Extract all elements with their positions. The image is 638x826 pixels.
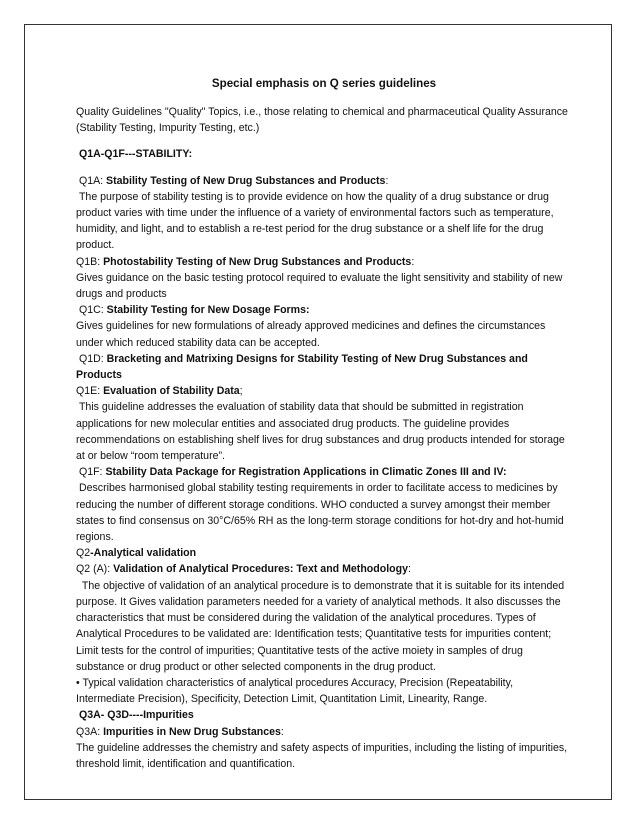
q1f-body: Describes harmonised global stability testing requirements in order to facilitate access to medicines by reducing the number of different storage conditions. WHO conducted a survey amongst their member states to find consensus on 30°C/65% RH as the long-term storage conditions for hot-dry and hot-humid regions. <box>76 482 564 544</box>
q3a-heading: Q3A: Impurities in New Drug Substances: <box>76 725 284 738</box>
impurities-heading: Q3A- Q3D----Impurities <box>78 709 194 722</box>
q1c-body: Gives guidelines for new formulations of already approved medicines and defines the circumstances under which reduced stability data can be accepted. <box>76 320 546 349</box>
q2a-body: The objective of validation of an analytical procedure is to demonstrate that it is suitable for its intended purpose. It Gives validation parameters needed for a variety of analytical methods. It also discusses the characteristics that must be considered during the validation of the analytical procedures. Types of Analytical Procedures to be validated are: Identification tests; Quantitative tests for impurities content; Limit tests for the control of impurities; Quantitative tests of the active moiety in samples of drug substance or drug product or other selected components in the drug product. <box>76 579 565 673</box>
q1c-heading: Q1C: Stability Testing for New Dosage Forms: <box>78 304 310 317</box>
q1b-body: Gives guidance on the basic testing protocol required to evaluate the light sensitivity and stability of new drugs and products <box>76 271 563 301</box>
q2a-heading: Q2 (A): Validation of Analytical Procedures: Text and Methodology: <box>76 563 411 576</box>
q1b-heading: Q1B: Photostability Testing of New Drug Substances and Products: <box>76 255 415 268</box>
stability-heading: Q1A-Q1F---STABILITY: <box>78 148 193 161</box>
q3a-body: The guideline addresses the chemistry and safety aspects of impurities, including the listing of impurities, threshold limit, identification and quantification. <box>76 741 568 770</box>
q1e-heading: Q1E: Evaluation of Stability Data; <box>76 385 243 398</box>
document-content <box>76 76 572 772</box>
q1a-heading: Q1A: Stability Testing of New Drug Substances and Products: <box>78 174 389 187</box>
q1f-heading: Q1F: Stability Data Package for Registration Applications in Climatic Zones III and IV: <box>78 466 507 479</box>
document-title: Special emphasis on Q series guidelines <box>211 77 437 90</box>
q1d-heading: Q1D: Bracketing and Matrixing Designs for Stability Testing of New Drug Substances and Products <box>76 352 528 382</box>
q2-heading: Q2-Analytical validation <box>76 547 197 560</box>
q2a-bullet: • Typical validation characteristics of analytical procedures Accuracy, Precision (Repeatability, Intermediate Precision), Specificity, Detection Limit, Quantitation Limit, Linearity, Range. <box>76 676 514 706</box>
intro-paragraph: Quality Guidelines "Quality" Topics, i.e., those relating to chemical and pharmaceutical Quality Assurance (Stability Testing, Impurity Testing, etc.) <box>76 106 568 135</box>
q1e-body: This guideline addresses the evaluation of stability data that should be submitted in registration applications for new molecular entities and associated drug products. The guideline provides recommendations on establishing shelf lives for drug substances and drug products intended for storage at or below “room temperature”. <box>76 401 565 463</box>
q1a-body: The purpose of stability testing is to provide evidence on how the quality of a drug substance or drug product varies with time under the influence of a variety of environmental factors such as temperature, humidity, and light, and to establish a re-test period for the drug substance or a shelf life for the drug product. <box>76 190 554 252</box>
